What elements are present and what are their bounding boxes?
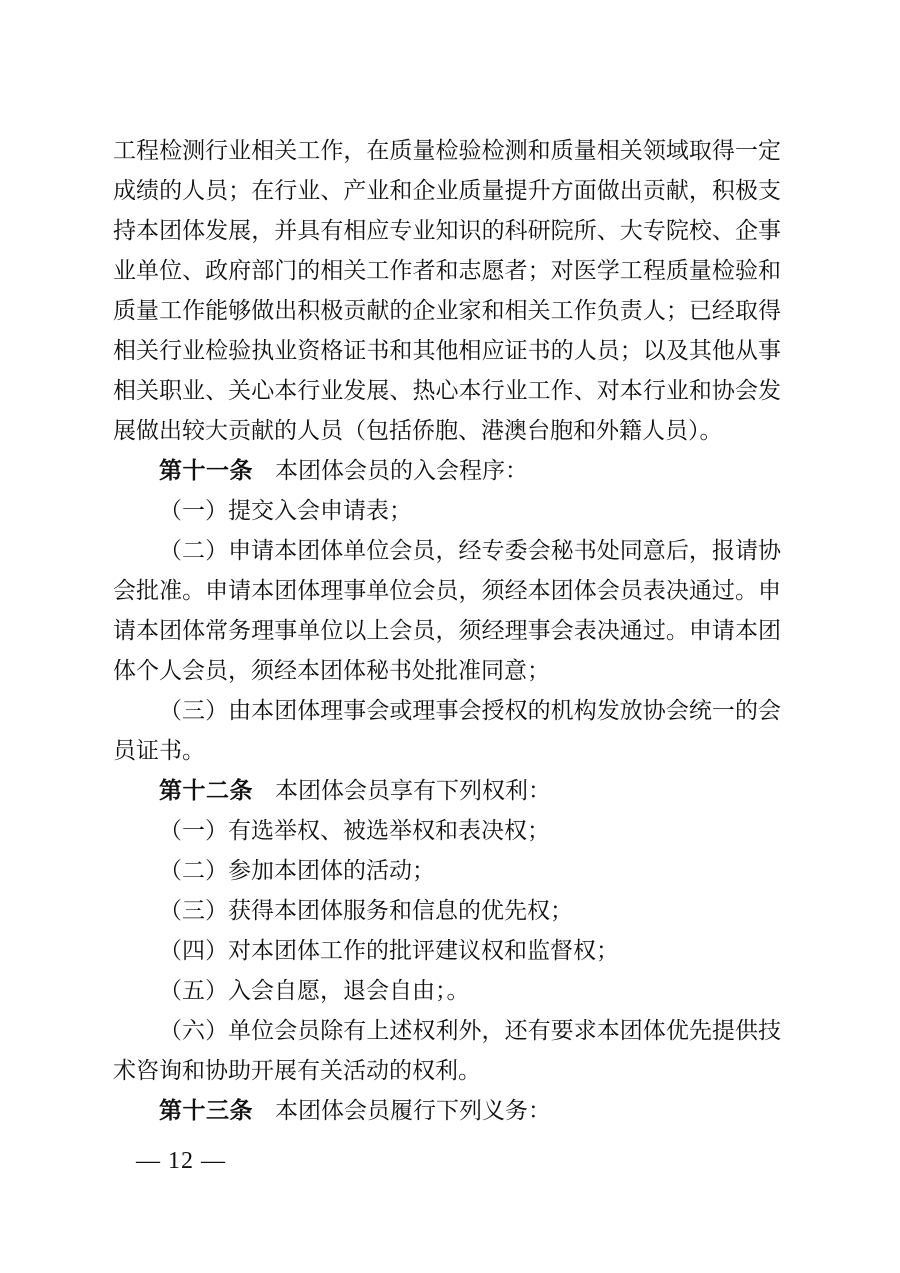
text-line-content: （三）由本团体理事会或理事会授权的机构发放协会统一的会: [159, 698, 781, 723]
text-line: [113, 891, 781, 931]
text-line-content: 质量工作能够做出积极贡献的企业家和相关工作负责人；已经取得: [113, 298, 781, 323]
text-line-content: （一）提交入会申请表；: [159, 498, 412, 523]
text-line-content: （三）获得本团体服务和信息的优先权；: [159, 898, 573, 923]
text-line: [113, 491, 781, 531]
text-line-content: 相关职业、关心本行业发展、热心本行业工作、对本行业和协会发: [113, 378, 781, 403]
text-line: [113, 811, 781, 851]
text-line: [113, 931, 781, 971]
text-line: [113, 971, 781, 1011]
text-line: [113, 371, 781, 411]
text-line-content: 会批准。申请本团体理事单位会员，须经本团体会员表决通过。申: [113, 578, 781, 603]
text-line-content: （二）申请本团体单位会员，经专委会秘书处同意后，报请协: [159, 538, 781, 563]
text-line-content: （二）参加本团体的活动；: [159, 858, 435, 883]
page-number-footer: — 12 —: [136, 1148, 226, 1174]
text-line-content: （五）入会自愿，退会自由；。: [159, 978, 470, 1003]
text-line: [113, 651, 781, 691]
text-line-content: 本团体会员享有下列权利：: [275, 778, 551, 803]
text-line: [113, 691, 781, 731]
text-line: [113, 1051, 781, 1091]
text-line: [113, 291, 781, 331]
text-line-content: 成绩的人员；在行业、产业和企业质量提升方面做出贡献，积极支: [113, 178, 781, 203]
text-line-content: 本团体会员的入会程序：: [275, 458, 528, 483]
article-number: 第十二条: [159, 778, 253, 803]
text-line: [113, 771, 781, 811]
article-number: 第十一条: [159, 458, 253, 483]
text-line-content: 本团体会员履行下列义务：: [275, 1098, 551, 1123]
text-line: [113, 171, 781, 211]
text-line: [113, 731, 781, 771]
text-line: [113, 1011, 781, 1051]
text-line: [113, 251, 781, 291]
text-line: [113, 411, 781, 451]
text-line-content: 体个人会员，须经本团体秘书处批准同意；: [113, 658, 550, 683]
text-line-content: 相关行业检验执业资格证书和其他相应证书的人员；以及其他从事: [113, 338, 781, 363]
document-body: [113, 131, 781, 1131]
text-line: [113, 571, 781, 611]
text-line: [113, 211, 781, 251]
text-line-content: 术咨询和协助开展有关活动的权利。: [113, 1058, 481, 1083]
text-line-content: （四）对本团体工作的批评建议权和监督权；: [159, 938, 619, 963]
text-line-content: 持本团体发展，并具有相应专业知识的科研院所、大专院校、企事: [113, 218, 781, 243]
text-line-content: （六）单位会员除有上述权利外，还有要求本团体优先提供技: [159, 1018, 781, 1043]
text-line: [113, 331, 781, 371]
text-line-content: 展做出较大贡献的人员（包括侨胞、港澳台胞和外籍人员）。: [113, 418, 723, 443]
text-line-content: 业单位、政府部门的相关工作者和志愿者；对医学工程质量检验和: [113, 258, 781, 283]
text-line: [113, 531, 781, 571]
text-line-content: （一）有选举权、被选举权和表决权；: [159, 818, 550, 843]
text-line-content: 工程检测行业相关工作，在质量检验检测和质量相关领域取得一定: [113, 138, 781, 163]
text-line-content: 员证书。: [113, 738, 205, 763]
text-line: [113, 851, 781, 891]
text-line: [113, 611, 781, 651]
text-line: [113, 131, 781, 171]
text-line-content: 请本团体常务理事单位以上会员，须经理事会表决通过。申请本团: [113, 618, 781, 643]
article-number: 第十三条: [159, 1098, 253, 1123]
text-line: [113, 451, 781, 491]
text-line: [113, 1091, 781, 1131]
